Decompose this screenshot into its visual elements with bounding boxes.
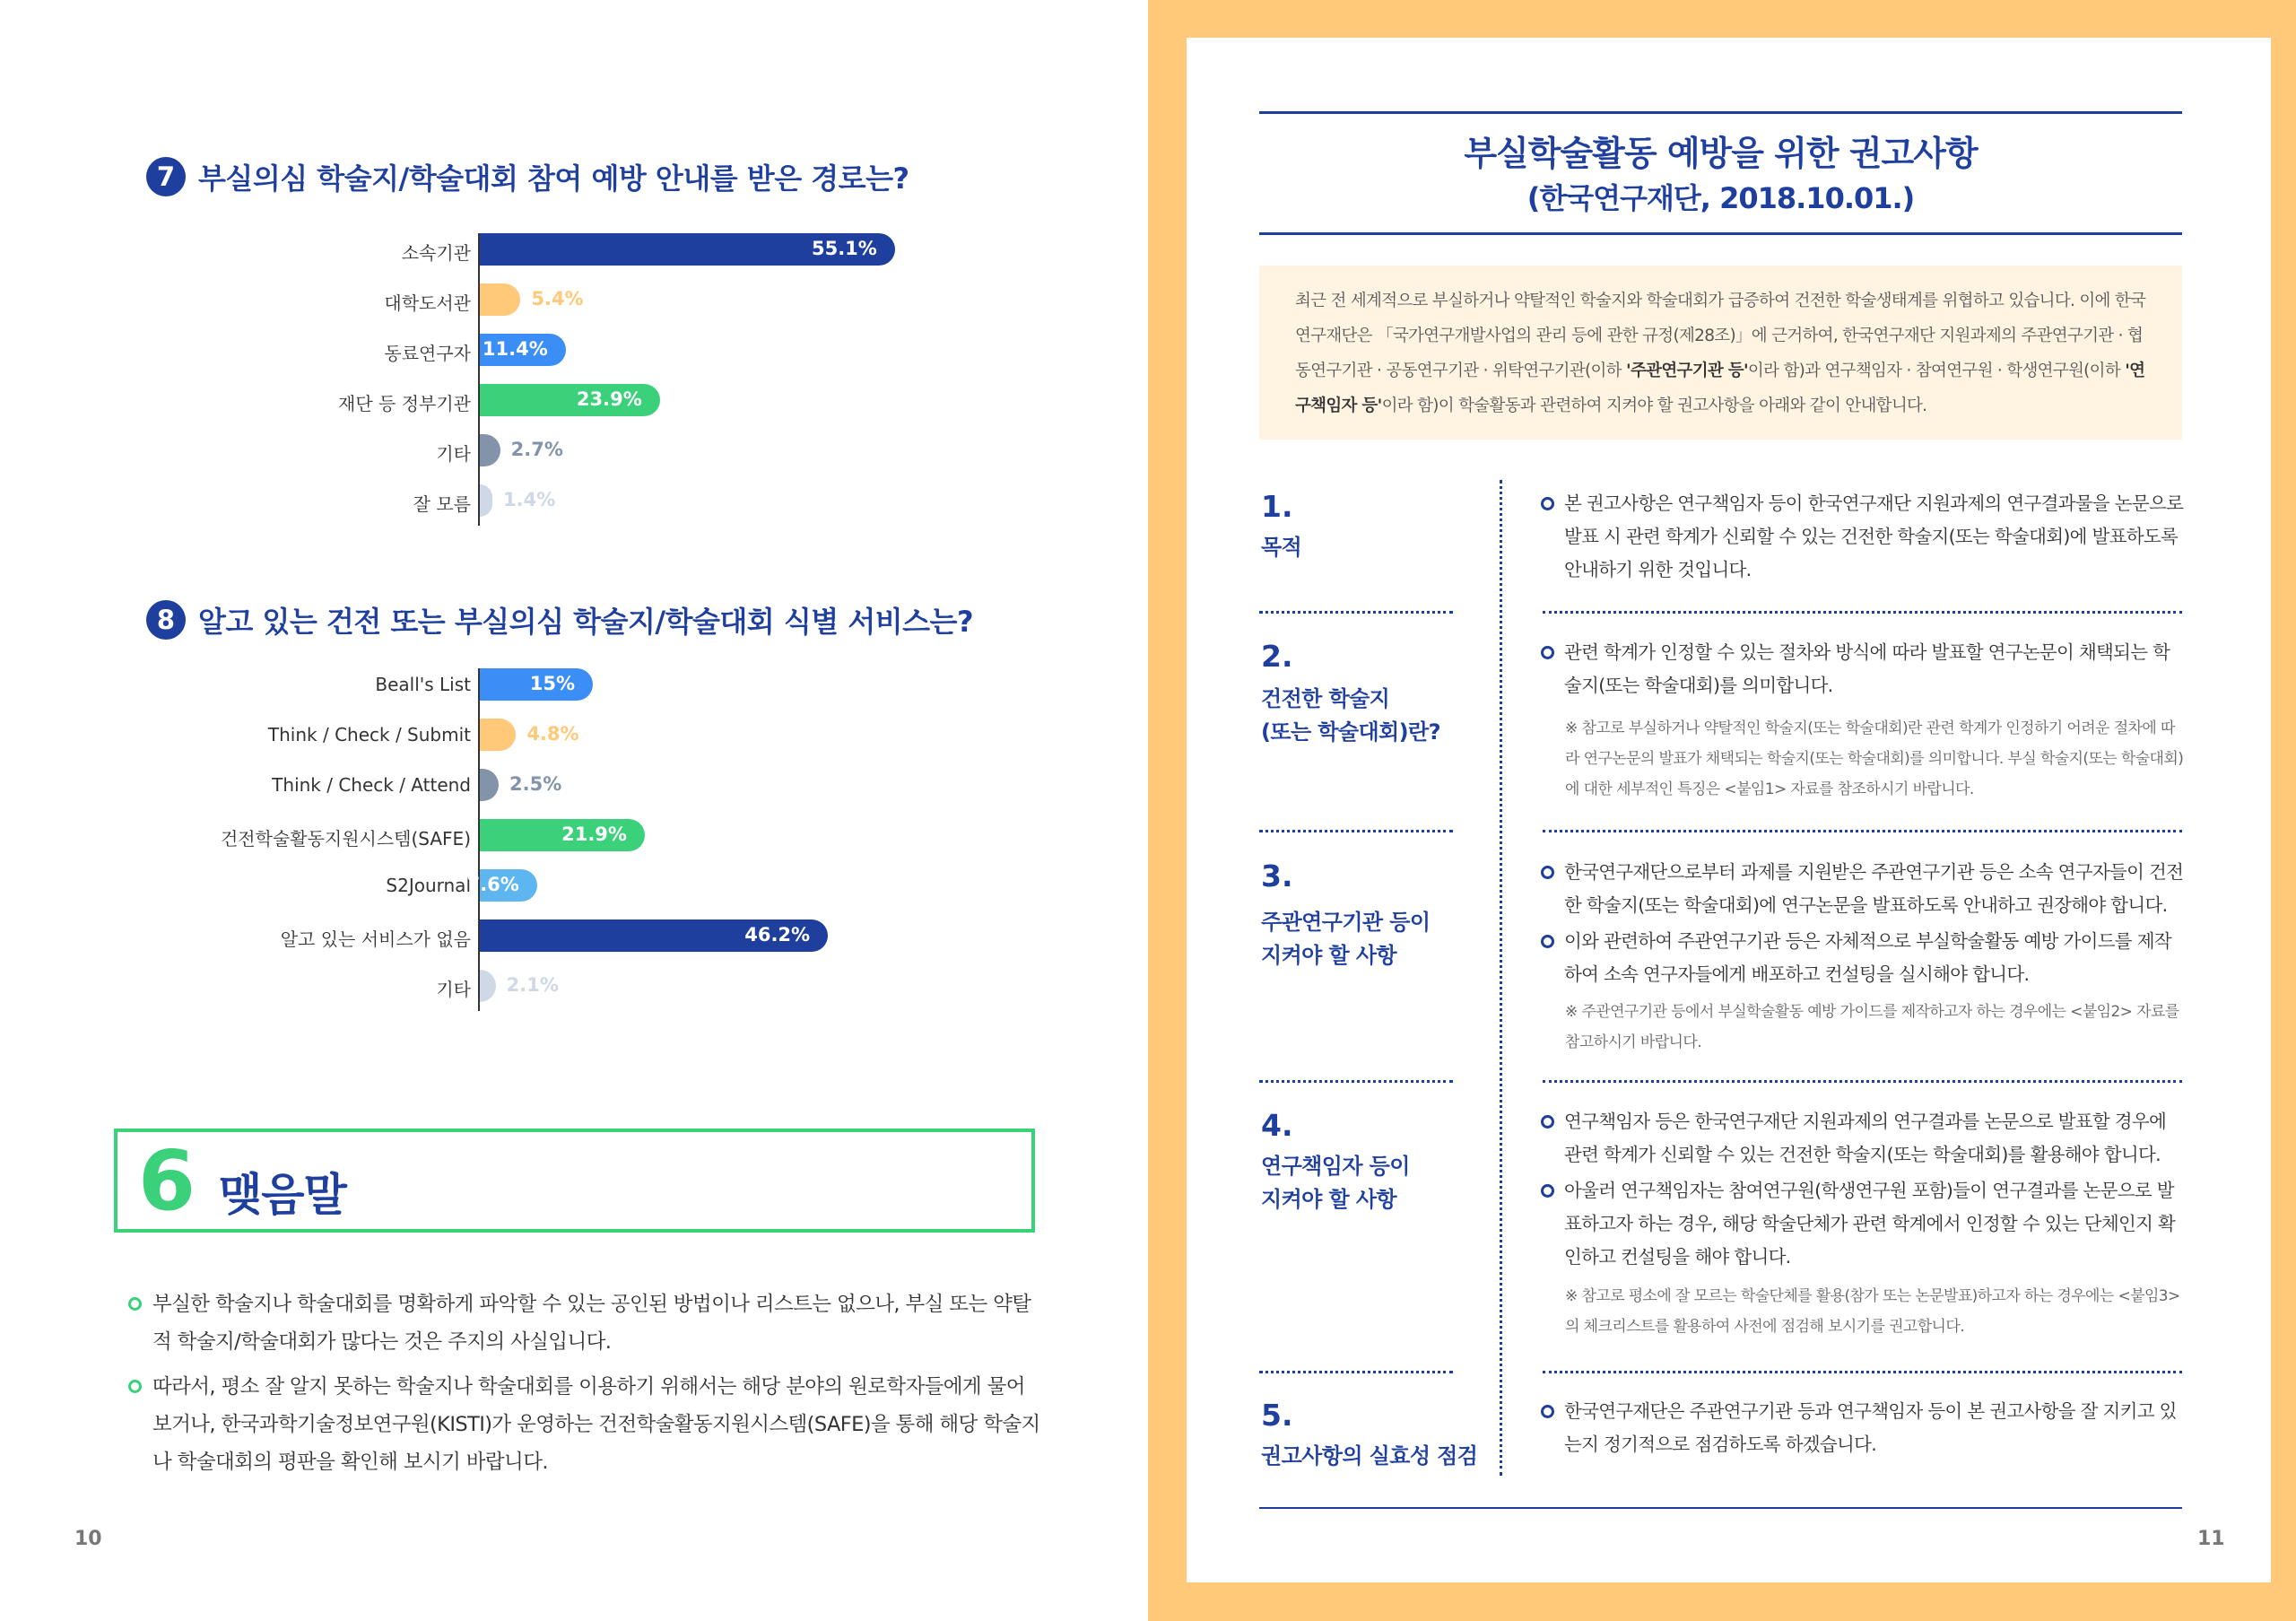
page-number-left: 10	[74, 1528, 102, 1550]
item-number: 3.	[1261, 858, 1293, 893]
category-label: 기타	[436, 443, 471, 465]
item-title: 건전한 학술지	[1261, 686, 1390, 711]
bottom-rule	[1259, 1507, 2182, 1509]
section-6-box	[114, 1129, 1035, 1233]
page-number-right: 11	[2197, 1528, 2225, 1550]
data-label: 7.6%	[466, 874, 519, 895]
category-label: 재단 등 정부기관	[338, 393, 471, 414]
category-label: S2Journal	[386, 875, 471, 896]
data-label: 2.5%	[509, 773, 562, 795]
item-title: 연구책임자 등이	[1261, 1154, 1410, 1179]
item-title: 목적	[1261, 535, 1302, 560]
document-title: 부실학술활동 예방을 위한 권고사항	[1464, 134, 1978, 173]
data-label: 21.9%	[561, 824, 627, 845]
category-label: Beall's List	[375, 674, 471, 695]
category-label: 대학도서관	[384, 292, 471, 314]
question-title: 부실의심 학술지/학술대회 참여 예방 안내를 받은 경로는?	[198, 161, 909, 196]
bullet-icon	[1541, 646, 1554, 659]
data-label: 55.1%	[811, 238, 877, 259]
item-bullet: 이와 관련하여 주관연구기관 등은 자체적으로 부실학술활동 예방 가이드를 제작하여 소속 연구자들에게 배포하고 컨설팅을 실시해야 합니다.	[1541, 925, 2185, 991]
item-bullet: 한국연구재단은 주관연구기관 등과 연구책임자 등이 본 권고사항을 잘 지키고 있는지 정기적으로 점검하도록 하겠습니다.	[1541, 1395, 2185, 1461]
category-label: 건전학술활동지원시스템(SAFE)	[220, 828, 471, 850]
item-title: 지켜야 할 사항	[1261, 1187, 1397, 1212]
item-bullet: 본 권고사항은 연구책임자 등이 한국연구재단 지원과제의 연구결과물을 논문으로 발표 시 관련 학계가 신뢰할 수 있는 건전한 학술지(또는 학술대회)에 발표하도록 안내하기 위한 것입니다.	[1541, 487, 2185, 587]
category-label: 동료연구자	[384, 343, 471, 364]
item-title: 주관연구기관 등이	[1261, 910, 1431, 935]
intro-text: 최근 전 세계적으로 부실하거나 약탈적인 학술지와 학술대회가 급증하여 건전한 학술생태계를 위협하고 있습니다. 이에 한국연구재단은 「국가연구개발사업의 관리 등에 관한 규정(제28조)」에 근거하여, 한국연구재단 지원과제의 주관연구기관 · 협동연구기관 · 공동연구기관 · 위탁연구기관(이하 '주관연구기관 등'이라 함)과 연구책임자 · 참여연구원 · 학생연구원(이하 '연구책임자 등'이라 함)이 학술활동과 관련하여 지켜야 할 권고사항을 아래와 같이 안내합니다.	[1295, 292, 2146, 415]
category-label: 기타	[436, 979, 471, 1000]
conclusion-item	[128, 1368, 1043, 1481]
separator	[1543, 830, 2182, 832]
data-label: 5.4%	[531, 288, 584, 309]
data-label: 2.7%	[510, 439, 563, 460]
bar	[480, 719, 516, 751]
separator	[1259, 1080, 1453, 1083]
section-title: 맺음말	[219, 1169, 346, 1221]
item-title: 지켜야 할 사항	[1261, 943, 1397, 968]
bar	[480, 484, 492, 517]
bullet-icon	[1541, 1405, 1554, 1418]
data-label: 2.1%	[506, 974, 559, 996]
item-number: 5.	[1261, 1398, 1293, 1433]
item-note: ※ 참고로 부실하거나 약탈적인 학술지(또는 학술대회)란 관련 학계가 인정하기 어려운 절차에 따라 연구논문의 발표가 채택되는 학술지(또는 학술대회)를 의미합니다. 부실 학술지(또는 학술대회)에 대한 세부적인 특징은 <붙임1> 자료를 참조하시기 바랍니다.	[1565, 719, 2184, 798]
data-label: 15%	[529, 673, 575, 694]
data-label: 23.9%	[576, 388, 642, 410]
item-bullet: 관련 학계가 인정할 수 있는 절차와 방식에 따라 발표할 연구논문이 채택되는 학술지(또는 학술대회)를 의미합니다.	[1541, 636, 2185, 702]
separator	[1543, 611, 2182, 614]
item-note: ※ 주관연구기관 등에서 부실학술활동 예방 가이드를 제작하고자 하는 경우에는 <붙임2> 자료를 참고하시기 바랍니다.	[1565, 1003, 2179, 1051]
bar	[480, 434, 500, 466]
item-bullet: 아울러 연구책임자는 참여연구원(학생연구원 포함)들이 연구결과를 논문으로 발표하고자 하는 경우, 해당 학술단체가 관련 학계에서 인정할 수 있는 단체인지 확인하고 컨설팅을 해야 합니다.	[1541, 1174, 2185, 1274]
section-number: 6	[138, 1133, 196, 1229]
chart-q7	[0, 233, 1148, 538]
item-title: 권고사항의 실효성 점검	[1261, 1443, 1478, 1468]
category-label: Think / Check / Attend	[272, 774, 471, 796]
item-bullet: 한국연구재단으로부터 과제를 지원받은 주관연구기관 등은 소속 연구자들이 건전한 학술지(또는 학술대회)에 연구논문을 발표하도록 안내하고 권장해야 합니다.	[1541, 856, 2185, 922]
item-number: 2.	[1261, 639, 1293, 674]
question-7-heading	[146, 156, 909, 197]
data-label: 46.2%	[744, 924, 811, 946]
question-number: 8	[146, 600, 186, 640]
bullet-icon	[128, 1380, 142, 1393]
item-bullet: 연구책임자 등은 한국연구재단 지원과제의 연구결과를 논문으로 발표할 경우에 관련 학계가 신뢰할 수 있는 건전한 학술지(또는 학술대회)를 활용해야 합니다.	[1541, 1105, 2185, 1172]
chart-axis	[478, 233, 480, 526]
separator	[1543, 1371, 2182, 1373]
data-label: 4.8%	[526, 723, 579, 745]
bullet-icon	[128, 1297, 142, 1311]
separator	[1259, 1371, 1453, 1373]
bar	[480, 283, 520, 316]
data-label: 11.4%	[482, 338, 548, 360]
item-title: (또는 학술대회)란?	[1261, 719, 1440, 745]
title-rule-bottom	[1259, 232, 2182, 235]
bar	[480, 970, 496, 1002]
item-number: 4.	[1261, 1108, 1293, 1143]
title-rule-top	[1259, 111, 2182, 114]
bar	[480, 769, 499, 801]
separator	[1259, 830, 1453, 832]
data-label: 1.4%	[503, 489, 556, 510]
category-label: 알고 있는 서비스가 없음	[280, 928, 471, 950]
question-8-heading	[146, 599, 973, 641]
intro-box	[1259, 266, 2182, 440]
bullet-icon	[1541, 866, 1554, 879]
question-number: 7	[146, 157, 186, 196]
bullet-icon	[1541, 935, 1554, 948]
separator	[1259, 611, 1453, 614]
item-number: 1.	[1261, 489, 1293, 524]
bullet-icon	[1541, 1184, 1554, 1198]
document-subtitle: (한국연구재단, 2018.10.01.)	[1526, 181, 1915, 215]
category-label: Think / Check / Submit	[267, 724, 471, 745]
question-title: 알고 있는 건전 또는 부실의심 학술지/학술대회 식별 서비스는?	[198, 605, 974, 639]
chart-q8	[0, 668, 1148, 1023]
separator	[1543, 1080, 2182, 1083]
column-divider	[1500, 480, 1502, 1476]
conclusion-text: 부실한 학술지나 학술대회를 명확하게 파악할 수 있는 공인된 방법이나 리스트는 없으나, 부실 또는 약탈적 학술지/학술대회가 많다는 것은 주지의 사실입니다.	[152, 1293, 1031, 1354]
category-label: 잘 모름	[413, 493, 471, 515]
conclusion-item	[128, 1285, 1043, 1361]
conclusion-text: 따라서, 평소 잘 알지 못하는 학술지나 학술대회를 이용하기 위해서는 해당 분야의 원로학자들에게 물어보거나, 한국과학기술정보연구원(KISTI)가 운영하는 건전학술활동지원시스템(SAFE)을 통해 해당 학술지나 학술대회의 평판을 확인해 보시기 바랍니다.	[152, 1375, 1040, 1474]
bullet-icon	[1541, 1115, 1554, 1129]
category-label: 소속기관	[401, 242, 471, 264]
bullet-icon	[1541, 497, 1554, 510]
item-note: ※ 참고로 평소에 잘 모르는 학술단체를 활용(참가 또는 논문발표)하고자 하는 경우에는 <붙임3>의 체크리스트를 활용하여 사전에 점검해 보시기를 권고합니다.	[1565, 1287, 2180, 1336]
